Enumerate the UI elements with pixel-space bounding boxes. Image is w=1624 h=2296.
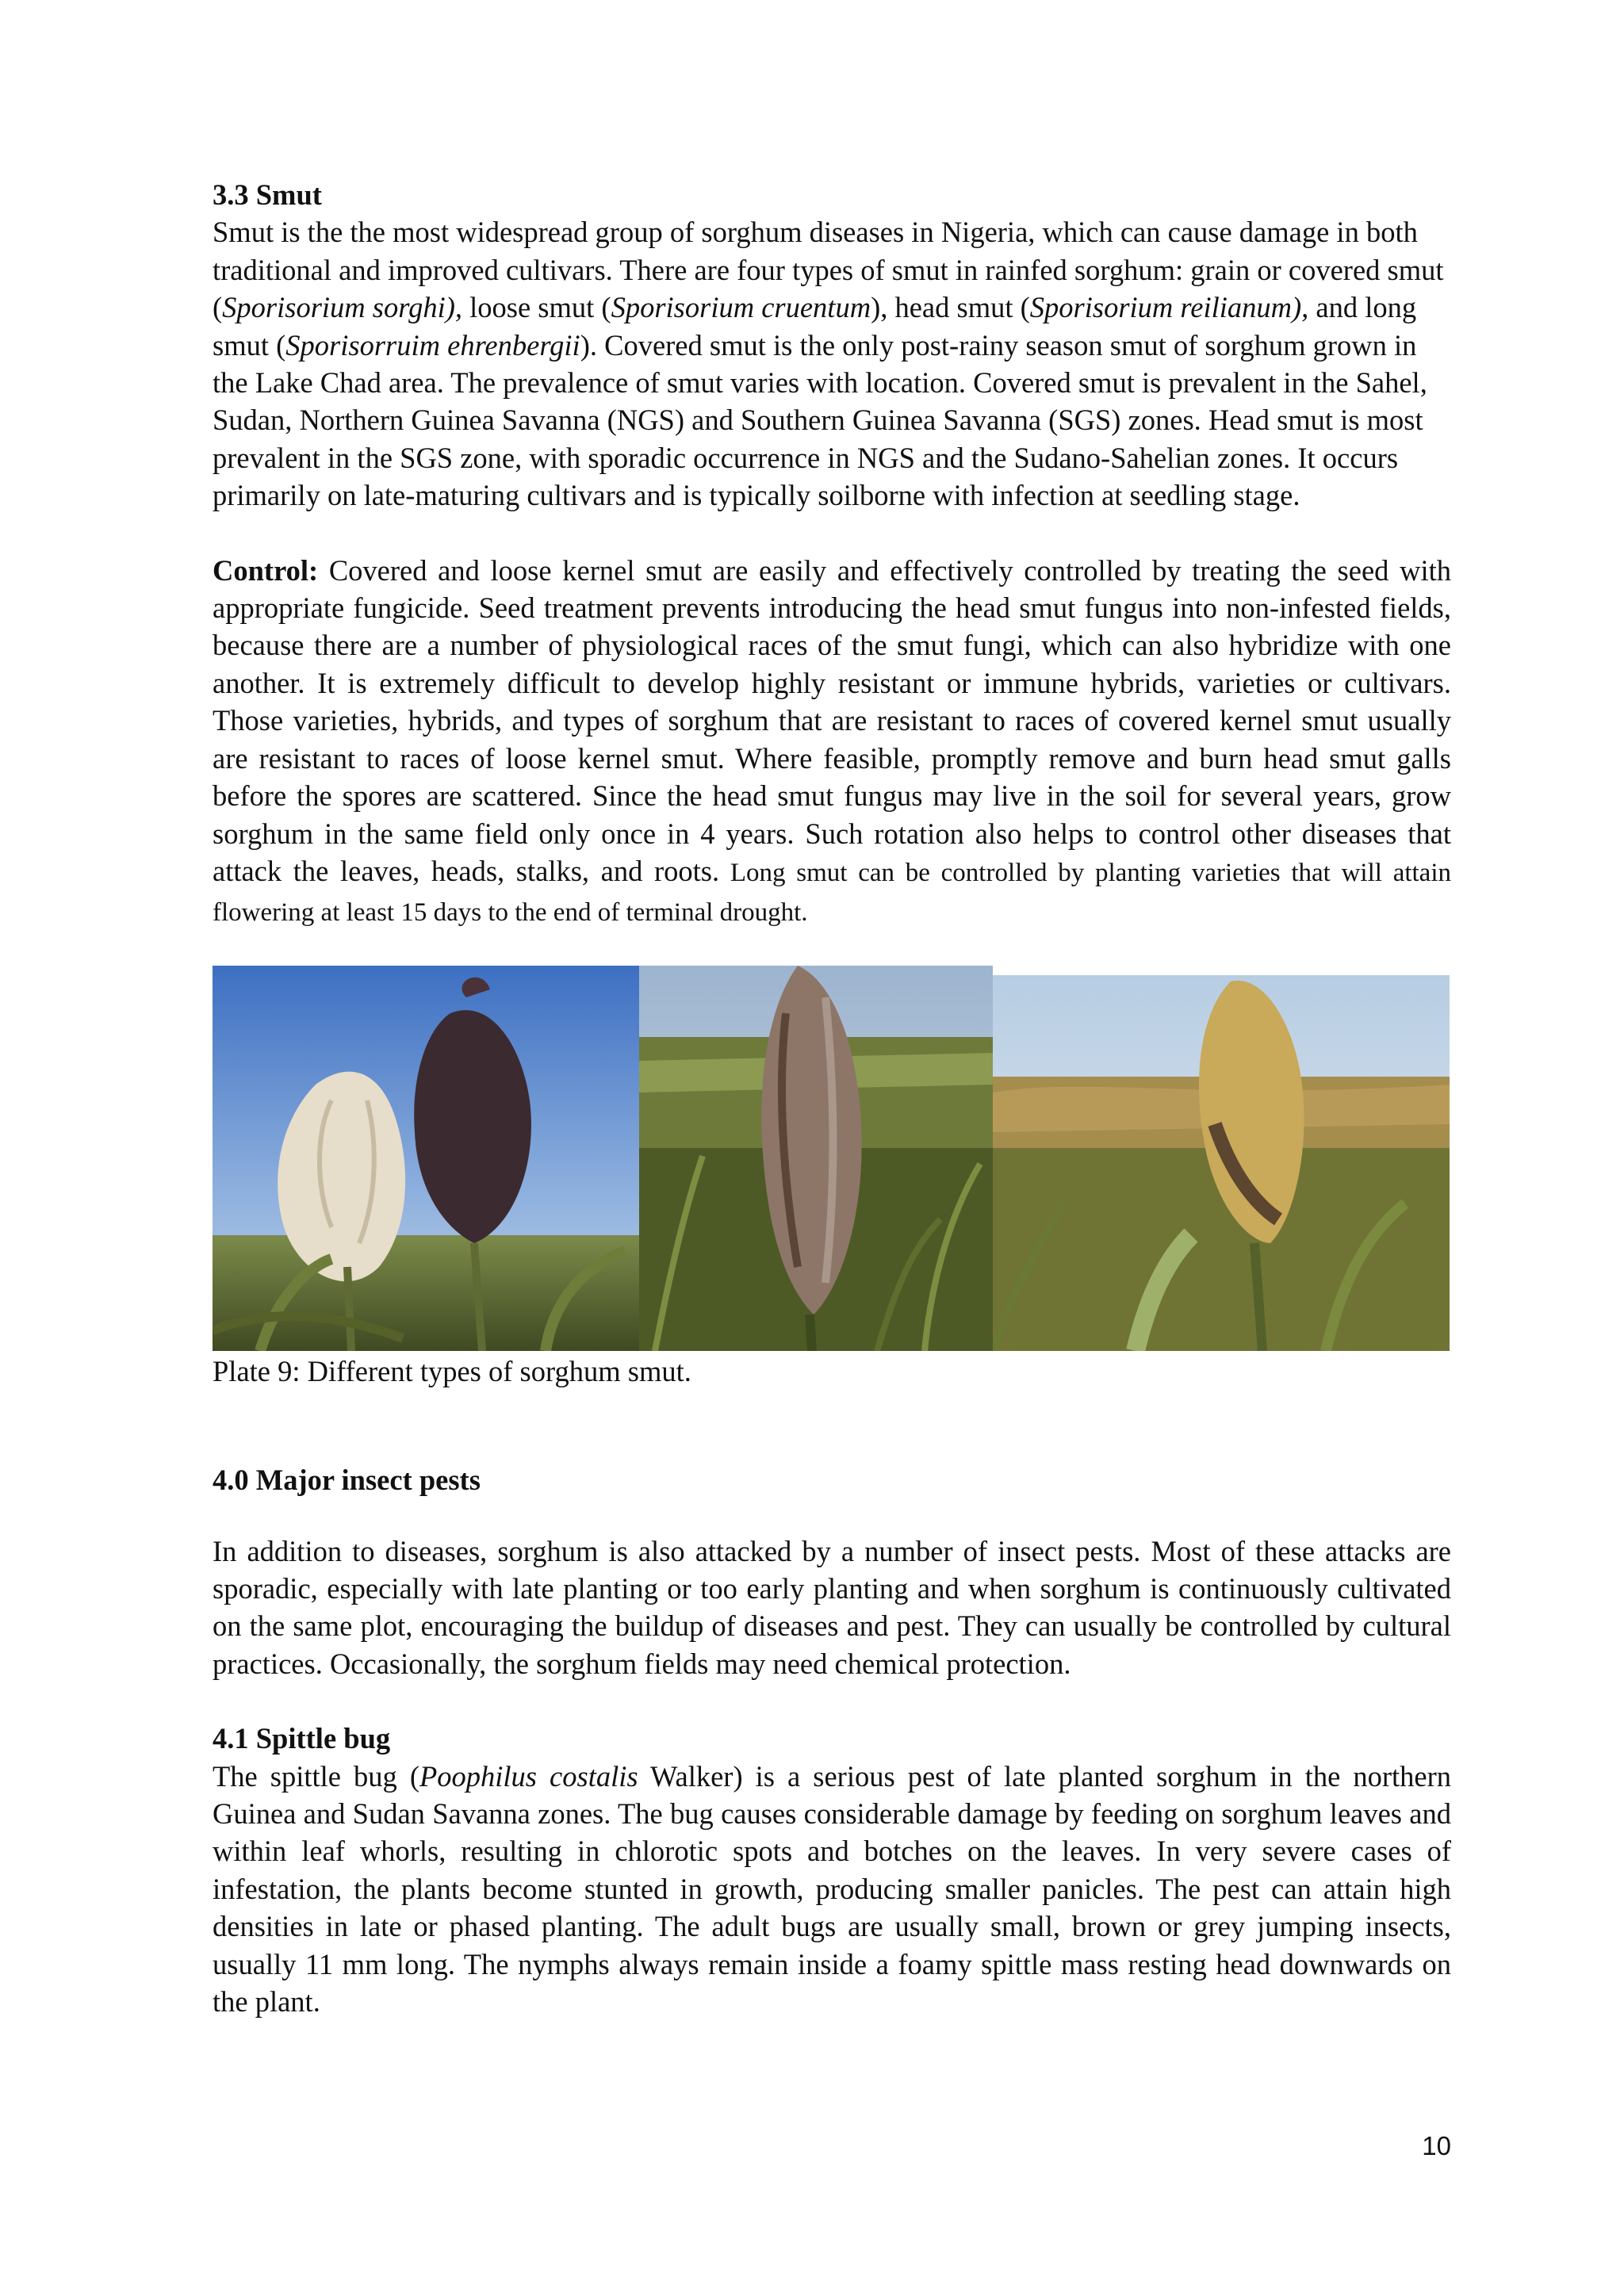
section-heading-insect-pests: 4.0 Major insect pests — [213, 1464, 481, 1497]
plate-photo-white-dark-heads — [213, 966, 639, 1351]
page-number: 10 — [1422, 2131, 1451, 2160]
plate-caption: Plate 9: Different types of sorghum smut. — [213, 1354, 691, 1387]
plate-9-images — [213, 966, 1450, 1351]
control-label: Control: — [213, 553, 319, 587]
insect-pests-paragraph: In addition to diseases, sorghum is also attacked by a number of insect pests. Most of these attacks are sporadic, especially with late planting or too early planting and when sorghum is continuously cultivated on the same plot, encouraging the buildup of diseases and pest. They can usually be controlled by cultural practices. Occasionally, the sorghum fields may need chemical protection. — [213, 1534, 1451, 1680]
plate-photo-head-smut — [993, 966, 1450, 1351]
smut-paragraph: Smut is the the most widespread group of sorghum diseases in Nigeria, which can cause damage in both traditional and improved cultivars. There are four types of smut in rainfed sorghum: grain or covered smut (Sporisorium sorghi), loose smut (Sporisorium cruentum), head smut (Sporisorium reilianum), and long smut (Sporisorruim ehrenbergii). Covered smut is the only post-rainy season smut of sorghum grown in the Lake Chad area. The prevalence of smut varies with location. Covered smut is prevalent in the Sahel, Sudan, Northern Guinea Savanna (NGS) and Southern Guinea Savanna (SGS) zones. Head smut is most prevalent in the SGS zone, with sporadic occurrence in NGS and the Sudano-Sahelian zones. It occurs primarily on late-maturing cultivars and is typically soilborne with infection at seedling stage. — [213, 216, 1444, 512]
spittle-bug-paragraph: The spittle bug (Poophilus costalis Walker) is a serious pest of late planted sorghum in the northern Guinea and Sudan Savanna zones. The bug causes considerable damage by feeding on sorghum leaves and within leaf whorls, resulting in chlorotic spots and botches on the leaves. In very severe cases of infestation, the plants become stunted in growth, producing smaller panicles. The pest can attain high densities in late or phased planting. The adult bugs are usually small, brown or grey jumping insects, usually 11 mm long. The nymphs always remain inside a foamy spittle mass resting head downwards on the plant. — [213, 1759, 1451, 2018]
control-paragraph: Control: Covered and loose kernel smut are easily and effectively controlled by treating the seed with appropriate fungicide. Seed treatment prevents introducing the head smut fungus into non-infested fields, because there are a number of physiological races of the smut fungi, which can also hybridize with one another. It is extremely difficult to develop highly resistant or immune hybrids, varieties or cultivars. Those varieties, hybrids, and types of sorghum that are resistant to races of covered kernel smut usually are resistant to races of loose kernel smut. Where feasible, promptly remove and burn head smut galls before the spores are scattered. Since the head smut fungus may live in the soil for several years, grow sorghum in the same field only once in 4 years. Such rotation also helps to control other diseases that attack the leaves, heads, stalks, and roots. Long smut can be controlled by planting varieties that will attain flowering at least 15 days to the end of terminal drought. — [213, 553, 1451, 928]
section-heading-spittle-bug: 4.1 Spittle bug — [213, 1722, 391, 1755]
section-heading-smut: 3.3 Smut — [213, 178, 322, 211]
plate-photo-long-smut-head — [639, 966, 993, 1351]
document-page — [213, 176, 1451, 2020]
